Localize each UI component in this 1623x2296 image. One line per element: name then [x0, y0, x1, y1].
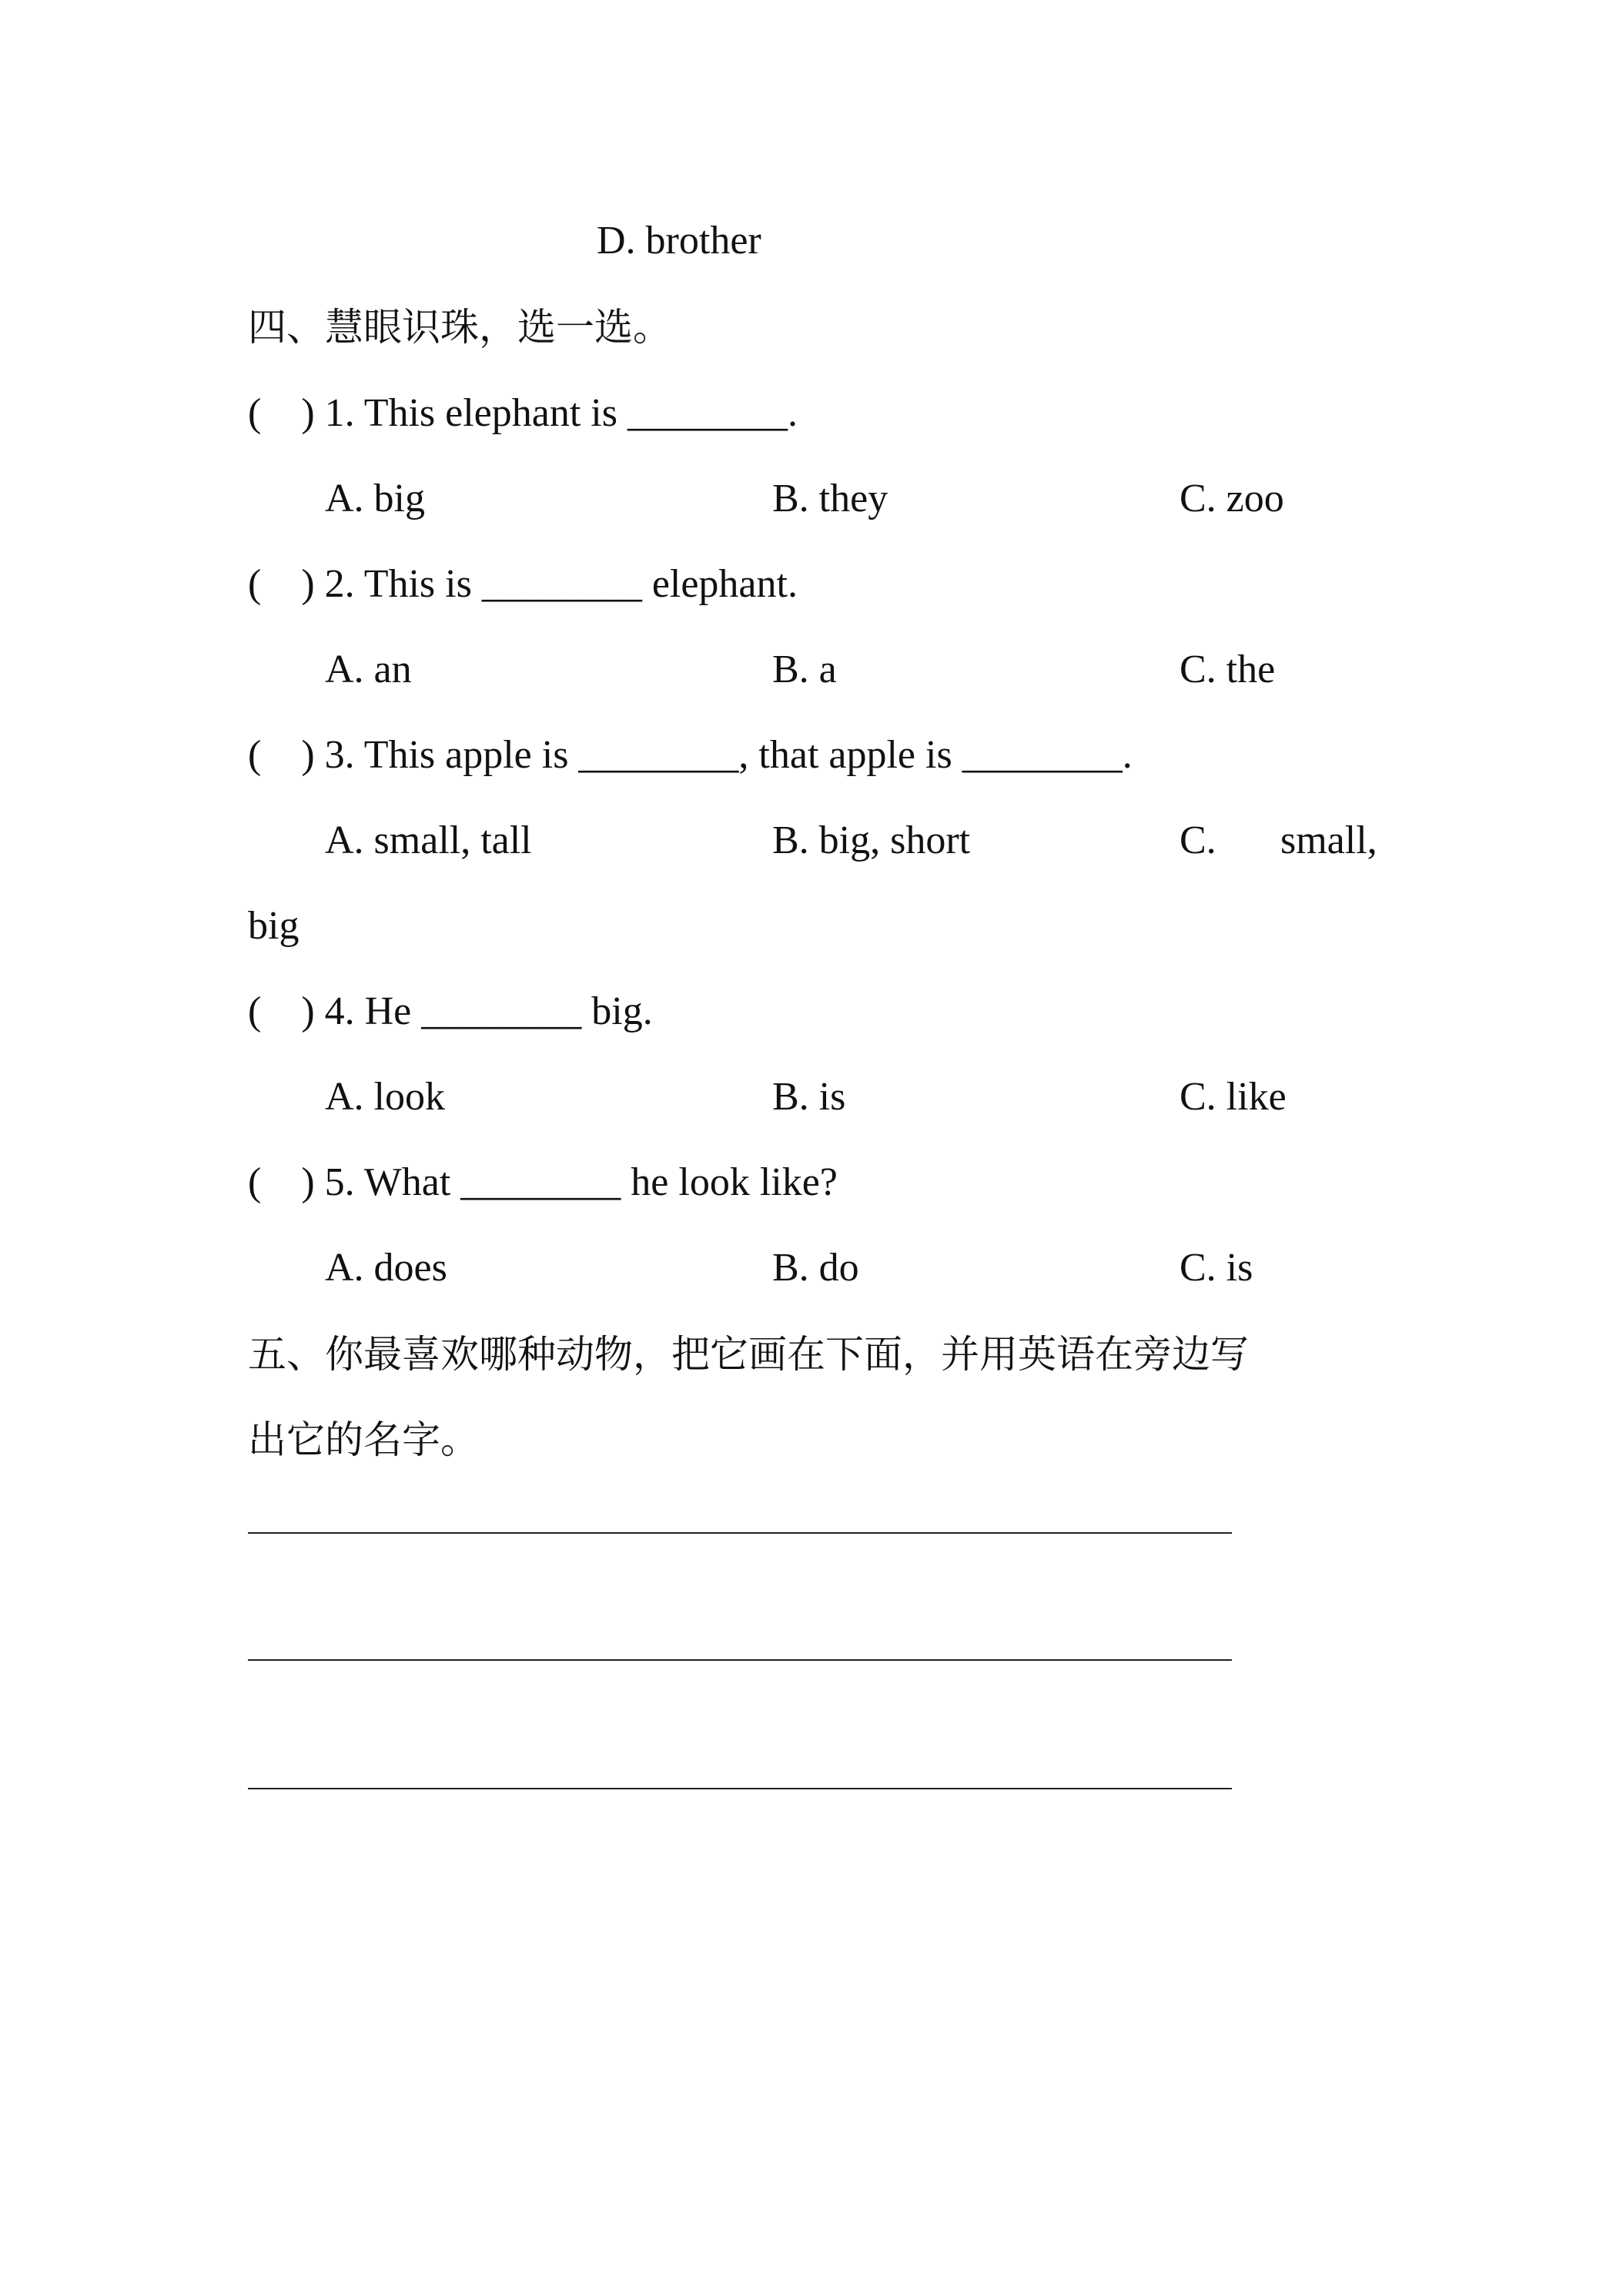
section-4-heading: 四、慧眼识珠，选一选。	[248, 305, 671, 350]
question-2-option-c: C. the	[1180, 648, 1276, 691]
question-2-stem: ( ) 2. This is ________ elephant.	[248, 562, 798, 606]
question-1-option-b: B. they	[772, 477, 888, 520]
question-3-option-c-wrap: big	[248, 904, 300, 948]
question-3-option-a: A. small, tall	[325, 818, 532, 862]
question-4-option-b: B. is	[772, 1075, 846, 1119]
question-2-option-a: A. an	[325, 648, 412, 691]
section-5-heading-line-2: 出它的名字。	[248, 1417, 479, 1462]
previous-question-option-d: D. brother	[597, 219, 761, 263]
question-3-option-c-letter: C.	[1180, 818, 1216, 862]
section-5-heading-line-1: 五、你最喜欢哪种动物，把它画在下面，并用英语在旁边写	[248, 1332, 1249, 1377]
question-1-stem: ( ) 1. This elephant is ________.	[248, 391, 798, 435]
answer-line-2[interactable]	[248, 1659, 1232, 1661]
question-5-stem: ( ) 5. What ________ he look like?	[248, 1160, 838, 1204]
question-4-option-a: A. look	[325, 1075, 445, 1119]
question-5-option-c: C. is	[1180, 1246, 1253, 1290]
question-4-option-c: C. like	[1180, 1075, 1287, 1119]
answer-line-1[interactable]	[248, 1532, 1232, 1534]
question-4-stem: ( ) 4. He ________ big.	[248, 989, 653, 1033]
question-5-option-a: A. does	[325, 1246, 447, 1290]
question-1-option-a: A. big	[325, 477, 425, 520]
question-3-option-c-text: small,	[1280, 818, 1377, 862]
answer-line-3[interactable]	[248, 1788, 1232, 1789]
question-1-option-c: C. zoo	[1180, 477, 1284, 520]
question-5-option-b: B. do	[772, 1246, 859, 1290]
question-2-option-b: B. a	[772, 648, 837, 691]
question-3-stem: ( ) 3. This apple is ________, that apple is ________.	[248, 733, 1133, 777]
question-3-option-b: B. big, short	[772, 818, 971, 862]
